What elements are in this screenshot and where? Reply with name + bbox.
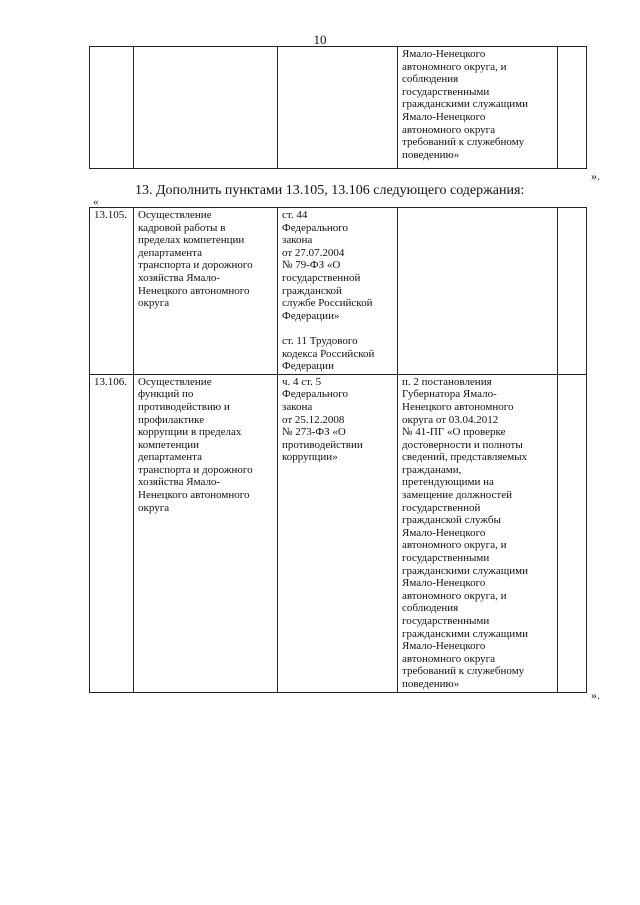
cell-function: Осуществление кадровой работы в пределах компетенции департамента транспорта и дорожного хозяйства Ямало- Ненецкого автономного округа [134,208,278,375]
cell-regional-act [398,208,558,375]
cell-extra [558,47,587,169]
table-continuation [89,46,587,169]
table-row [90,47,587,169]
table-row [90,208,587,375]
closing-quote-mark: ». [591,688,600,702]
cell-function [134,47,278,169]
cell-extra [558,374,587,692]
cell-extra [558,208,587,375]
cell-regional-act: Ямало-Ненецкого автономного округа, и соблюдения государственными гражданскими служащими Ямало-Ненецкого автономного округа требований к служебному поведению» [398,47,558,169]
cell-federal-law [278,47,398,169]
table-new-items [89,207,587,693]
table-row [90,374,587,692]
opening-quote-mark: « [93,196,99,208]
cell-regional-act: п. 2 постановления Губернатора Ямало- Ненецкого автономного округа от 03.04.2012 № 41-ПГ «О проверке достоверности и полноты сведений, представляемых гражданами, претендующими на замещение должностей государственной гражданской службы Ямало-Ненецкого автономного округа, и государственными гражданскими служащими Ямало-Ненецкого автономного округа, и соблюдения государственными гражданскими служащими Ямало-Ненецкого автономного округа требований к служебному поведению» [398,374,558,692]
cell-number: 13.105. [90,208,134,375]
amendment-instruction: 13. Дополнить пунктами 13.105, 13.106 следующего содержания: [135,183,525,198]
cell-function: Осуществление функций по противодействию и профилактике коррупции в пределах компетенции департамента транспорта и дорожного хозяйства Ямало- Ненецкого автономного округа [134,374,278,692]
cell-federal-law: ч. 4 ст. 5 Федерального закона от 25.12.2008 № 273-ФЗ «О противодействии коррупции» [278,374,398,692]
page-number: 10 [313,32,327,47]
closing-quote-mark: ». [591,169,600,183]
cell-number [90,47,134,169]
cell-number: 13.106. [90,374,134,692]
cell-federal-law: ст. 44 Федерального закона от 27.07.2004 № 79-ФЗ «О государственной гражданской службе Российской Федерации» ст. 11 Трудового кодекса Российской Федерации [278,208,398,375]
